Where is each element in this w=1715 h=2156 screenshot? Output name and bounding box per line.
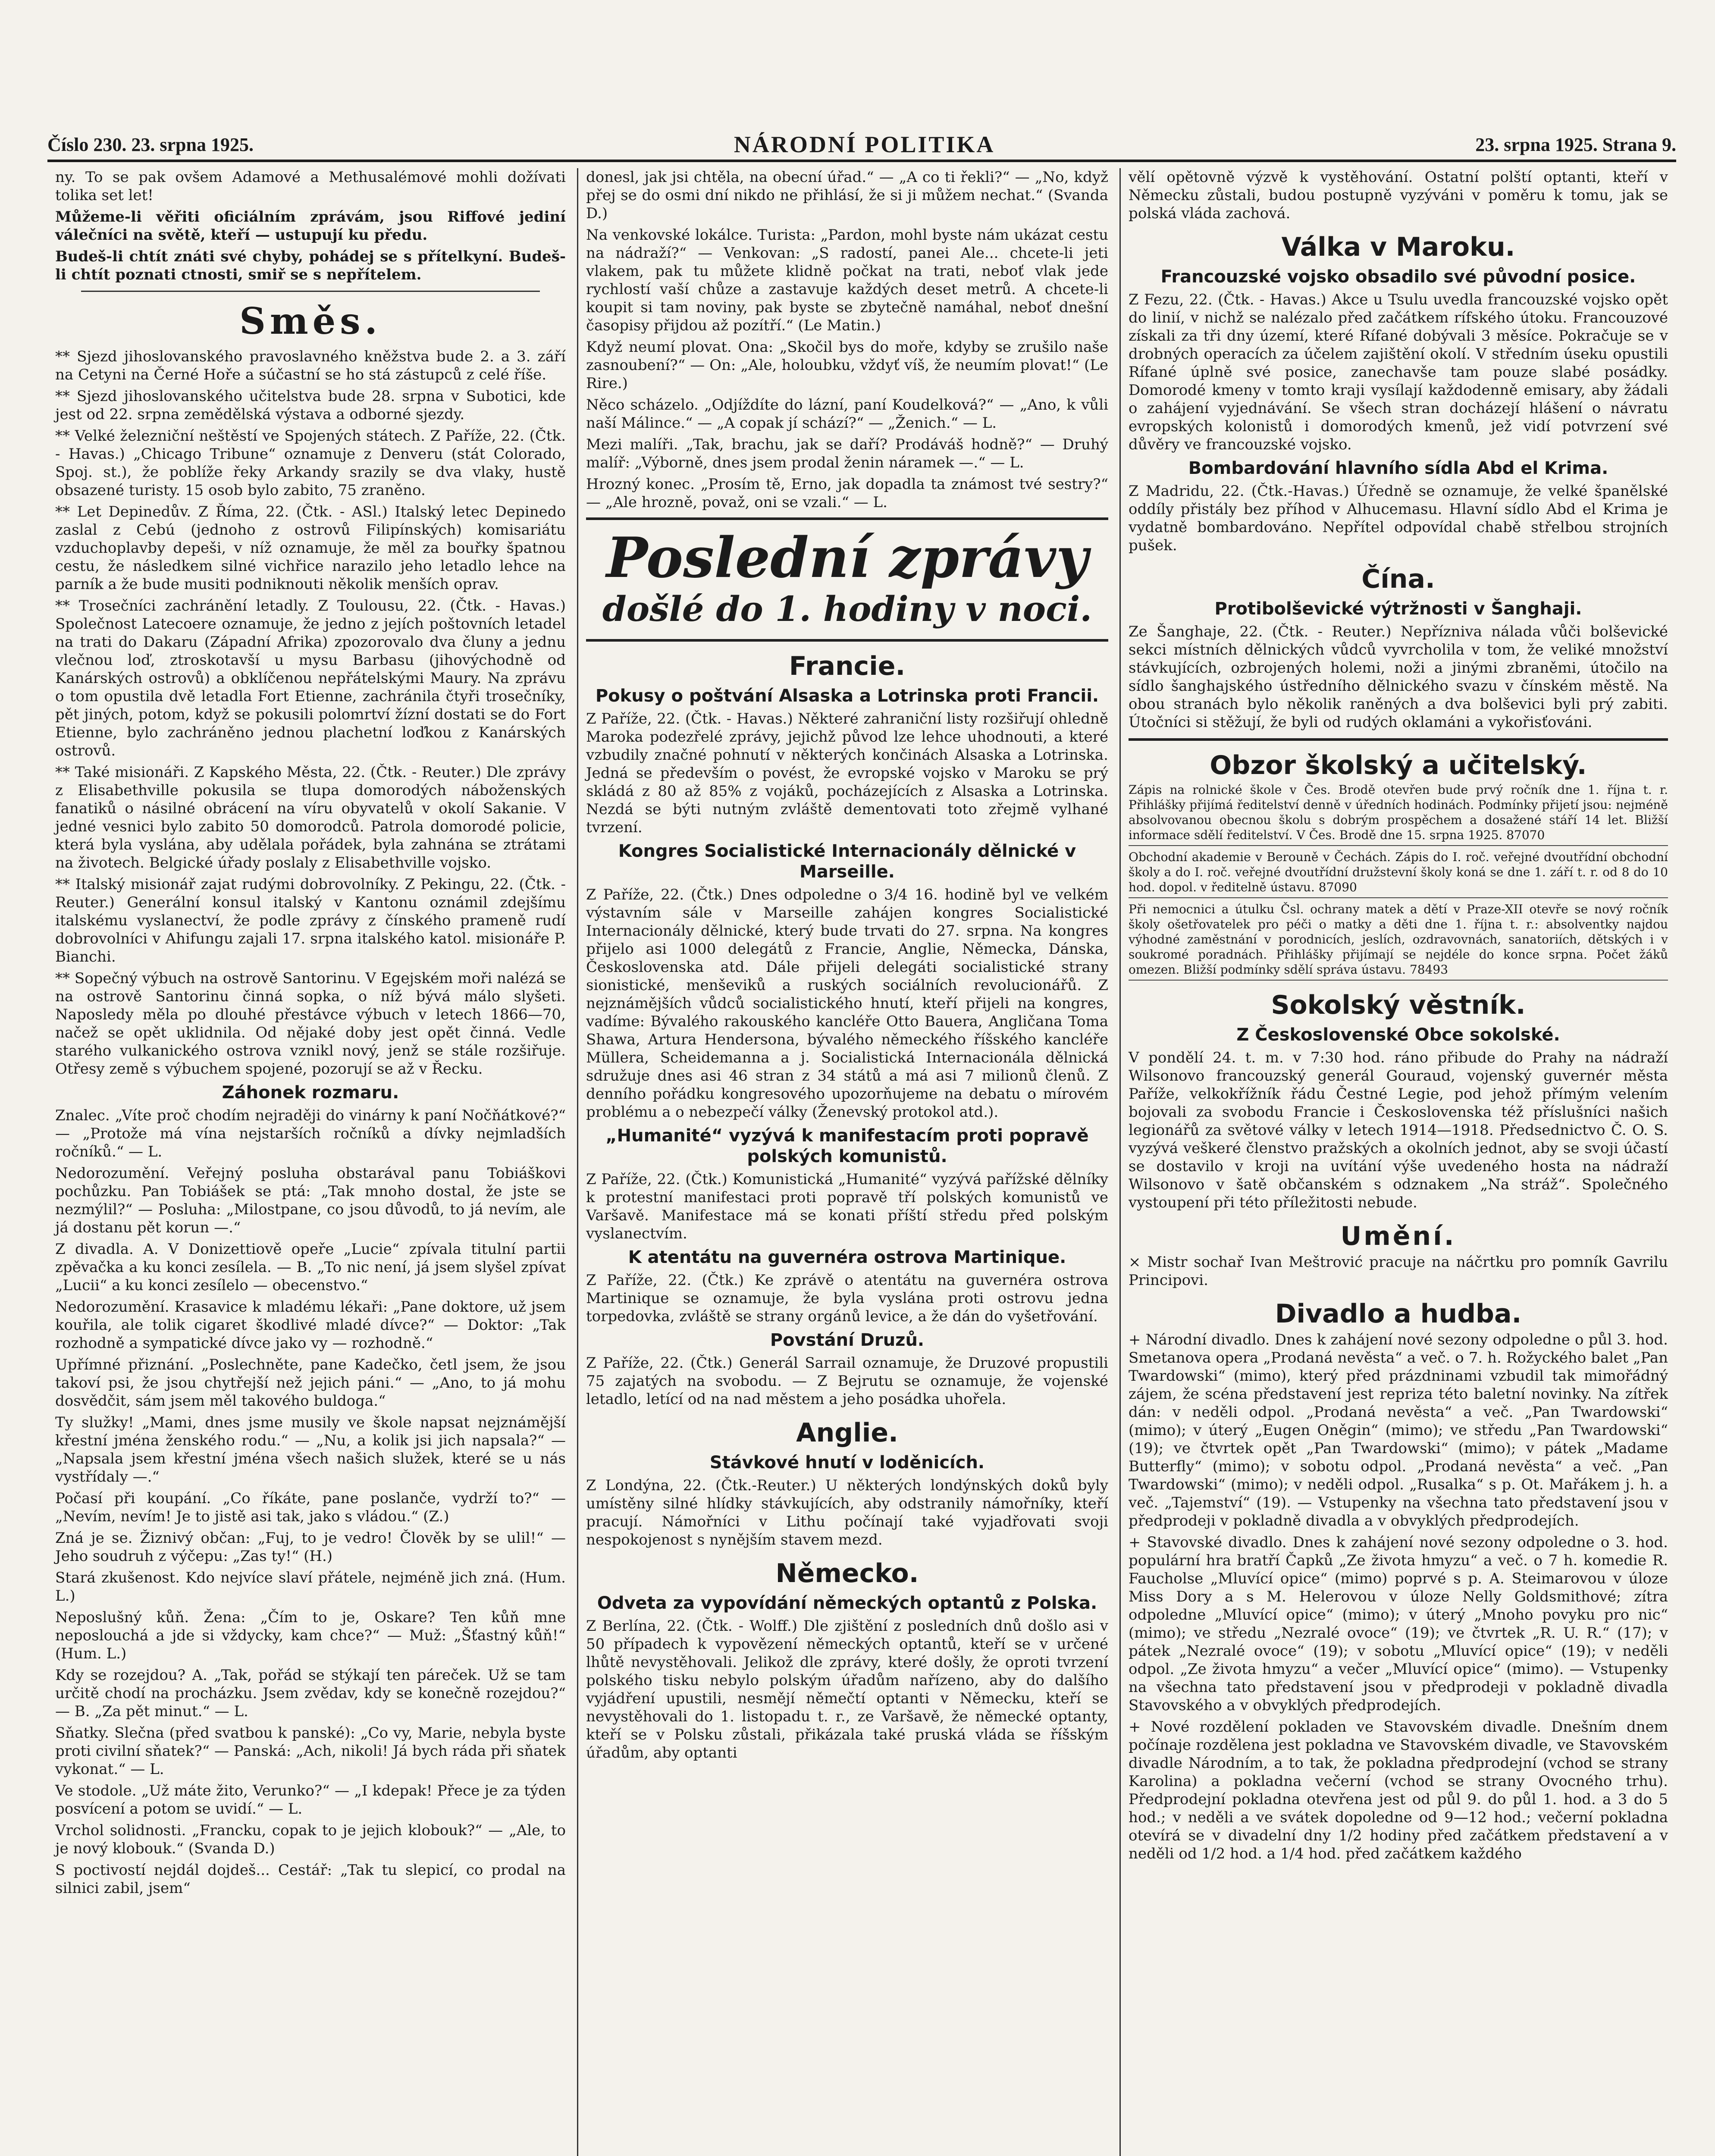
article-body: Z Berlína, 22. (Čtk. - Wolff.) Dle zjištění z posledních dnů došlo asi v 50 případech k vypovězení německých optantů, kteří se v určené lhůtě nevystěhovali. Jelikož dle zprávy, které došly, že oproti tvrzení polského tisku nebylo polským úřadům nařízeno, aby do dalšího vyjádření upustili, nesmějí němečtí optanti v Německu, kteří se nevystěhovali do 1. listopadu t. r., ze Varšavě, že německé optanty, kteří se v Polsku zůstali, přikázala také pruská vláda se říšským úřadům, aby optanti (586, 1617, 1108, 1761)
masthead (47, 129, 1676, 162)
joke: Něco scházelo. „Odjíždíte do lázní, paní Koudelková?“ — „Ano, k vůli naší Málince.“ — „A copak jí schází?“ — „Ženich.“ — L. (586, 396, 1108, 432)
news-item: ** Sjezd jihoslovanského učitelstva bude 28. srpna v Subotici, kde jest od 22. srpna zemědělská výstava a odborné sjezdy. (55, 388, 566, 423)
joke: Zná je se. Žiznivý občan: „Fuj, to je vedro! Člověk by se ulil!“ — Jeho soudruh z výčepu: „Zas ty!“ (H.) (55, 1529, 566, 1565)
joke: Kdy se rozejdou? A. „Tak, pořád se stýkají ten páreček. Už se tam určitě chodí na procházku. Jsem zvědav, kdy se konečně rozejdou?“ — B. „Za pět minut.“ — L. (55, 1667, 566, 1720)
article-body: Ze Šanghaje, 22. (Čtk. - Reuter.) Nepřízniva nálada vůči bolševické sekci místních dělnických vůdců vyvrcholila v tom, že veliké množství stávkujících, ozbrojených holemi, noži a jinými zbraněmi, útočilo na sídlo šanghajského ústředního dělnického svazu v čínském městě. Na obou stranách bylo několik raněných a dva bolševici byli prý zabiti. Útočníci si stěžují, že byli od rudých oklamáni a vykořisťováni. (1129, 623, 1668, 731)
article-body: Z Paříže, 22. (Čtk.) Ke zprávě o atentátu na guvernéra ostrova Martinique se oznamuje, že byla vyslána proti ostrovu jedna torpedovka, zvláště se strany orgánů levice, a že dán do vyšetřování. (586, 1272, 1108, 1325)
joke: Z divadla. A. V Donizettiově opeře „Lucie“ zpívala titulní partii zpěvačka a ku konci zesílela. — B. „To nic není, já jsem slyšel zpívat „Lucii“ a ku konci zesílelo — obecenstvo.“ (55, 1241, 566, 1294)
section-heading-cina: Čína. (1361, 564, 1435, 594)
article-body: + Národní divadlo. Dnes k zahájení nové sezony odpoledne o půl 3. hod. Smetanova opera „Prodaná nevěsta“ a več. o 7. h. Rožyckého balet „Pan Twardowski“ (mimo), který před prázdninami vzbudil tak mimořádný zájem, že scéna představení jest repriza této baletní novinky. Na zítřek dán: v neděli odpol. „Prodaná nevěsta“ a več. „Pan Twardowski“ (mimo); v úterý „Eugen Oněgin“ (mimo); ve středu „Pan Twardowski“ (19); ve čtvrtek opět „Pan Twardowski“ (mimo); v pátek „Madame Butterfly“ (mimo); v sobotu odpol. „Prodaná nevěsta“ a več. „Pan Twardowski“ (mimo); v neděli odpol. „Rusalka“ s p. Ot. Mařákem j. h. a več. „Tajemství“ (19). — Vstupenky na všechna tato představení jsou v předprodeji v pokladně divadla a v obvyklých předprodejích. (1129, 1331, 1668, 1529)
joke: Stará zkušenost. Kdo nejvíce slaví přátele, nejméně jich zná. (Hum. L.) (55, 1569, 566, 1604)
article-body: vělí opětovně výzvě k vystěhování. Ostatní polští optanti, kteří v Německu zůstali, budou postupně vyzýváni v poměru k tomu, jak se polská vláda zachová. (1129, 169, 1668, 222)
article-body: Z Londýna, 22. (Čtk.-Reuter.) U některých londýnských doků byly umístěny silné hlídky stávkujících, aby odstranily námořníky, kteří pracují. Námořníci v Lithu počínají také vyjadřovati svoji nespokojenost s nynějším stavem mezd. (586, 1477, 1108, 1548)
article-body: V pondělí 24. t. m. v 7:30 hod. ráno přibude do Prahy na nádraží Wilsonovo francouzský generál Gouraud, vojenský guvernér města Paříže, velkokřížník řádu Čestné Legie, pod jehož přímým velením bojovali za svobodu Francie i Československa též příslušníci našich legionářů za světové války v letech 1914—1918. Předsednictvo Č. O. S. vyzývá veškeré členstvo pražských a okolních jednot, aby se svoji účastí se dostavilo v kroji na uvítání výše uvedeného hosta na nádraží Wilsonovo v šatě občanském s odznakem „Na stráž“. Společného vystoupení při této příležitosti nebude. (1129, 1049, 1668, 1211)
article-body: + Nové rozdělení pokladen ve Stavovském divadle. Dnešním dnem počínaje rozdělena jest pokladna ve Stavovském divadle, ve Stavovském divadle Národním, a to tak, že pokladna předprodejní (vchod se strany Karolina) a pokladna večerní (vchod se strany Ovocného trhu). Předprodejní pokladna otevřena jest od půl 9. do půl 1. hod. a 3 do 5 hod.; v neděli a ve svátek dopoledne od 9—12 hod.; večerní pokladna otevírá se v divadelní dny 1/2 hodiny před začátkem představení a v neděli od 1/2 hod. a 1/4 hod. před začátkem každého (1129, 1718, 1668, 1862)
article-body: × Mistr sochař Ivan Meštrović pracuje na náčrtku pro pomník Gavrilu Principovi. (1129, 1253, 1668, 1289)
divider (81, 291, 540, 292)
paragraph: Můžeme-li věřiti oficiálním zprávám, jsou Riffové jediní válečníci na světě, kteří — ustupují ku předu. (55, 208, 566, 244)
section-heading-nemecko: Německo. (775, 1558, 919, 1589)
joke: Hrozný konec. „Prosím tě, Erno, jak dopadla ta známost tvé sestry?“ — „Ale hrozně, považ, oni se vzali.“ — L. (586, 476, 1108, 511)
latest-news-subtitle: došlé do 1. hodiny v noci. (602, 589, 1092, 629)
news-item: ** Let Depinedův. Z Říma, 22. (Čtk. - ASl.) Italský letec Depinedo zaslal z Cebú (jednoho z ostrovů Filipínských) komisariátu vzduchoplavby depeši, v níž oznamuje, že měl za bouřky špatnou cestu, že následkem silné vichřice narazilo jeho letadlo lehce na parník a že bude musiti podniknouti několik menších oprav. (55, 503, 566, 593)
joke: Upřímné přiznání. „Poslechněte, pane Kadečko, četl jsem, že jsou takoví psi, že jsou chytřejší než jejich páni.“ — „Ano, to já mohu dosvědčit, sám jsem měl takového buldoga.“ (55, 1356, 566, 1410)
joke: Sňatky. Slečna (před svatbou k panské): „Co vy, Marie, nebyla byste proti civilní sňatek?“ — Panská: „Ach, nikoli! Já bych ráda při sňatek vykonat.“ — L. (55, 1724, 566, 1778)
article-headline: Pokusy o poštvání Alsaska a Lotrinska proti Francii. (595, 686, 1099, 706)
joke: Nedorozumění. Krasavice k mladému lékaři: „Pane doktore, už jsem kouřila, ale tolik cigaret škodlivé mladé dívce?“ — Doktor: „Tak rozhodně a sympatické dívce jako vy — rozhodně.“ (55, 1298, 566, 1352)
news-item: ** Trosečníci zachránění letadly. Z Toulousu, 22. (Čtk. - Havas.) Společnost Latecoere oznamuje, že jedno z jejích poštovních letadel na trati do Dakaru (Západní Afrika) zpozorovalo dva čluny a jednu vlečnou loď, ztroskotavší u mysu Barbasu (jihovýchodně od Kanárských ostrovů) a obklíčenou nepřátelskými Maury. Na zprávu o tom opustila dvě letadla Fort Etienne, zachránila čtyři trosečníky, pět jiných, potom, když se pokusili polomrtví žízní dostati se do Fort Etienne, bylo zachráněno jednou plachetní loďkou z Kanárských ostrovů. (55, 597, 566, 759)
article-headline: Francouzské vojsko obsadilo své původní posice. (1160, 267, 1636, 287)
article-headline: Bombardování hlavního sídla Abd el Krima. (1188, 458, 1608, 478)
joke: Vrchol solidnosti. „Francku, copak to je jejich klobouk?“ — „Ale, to je nový klobouk.“ (Svanda D.) (55, 1822, 566, 1857)
article-body: Z Paříže, 22. (Čtk.) Komunistická „Humanité“ vyzývá pařížské dělníky k protestní manifestaci proti popravě tří polských komunistů ve Varšavě. Manifestace má se konati příští středu před polským vyslanectvím. (586, 1171, 1108, 1242)
section-heading-smes: Směs. (239, 300, 382, 342)
section-heading-zahonek: Záhonek rozmaru. (222, 1083, 399, 1103)
newspaper-title: NÁRODNÍ POLITIKA (734, 132, 995, 157)
joke: Znalec. „Víte proč chodím nejraději do vinárny k paní Nočňátkové?“ — „Protože má vína nejstarších ročníků a dívky nejmladších ročníků.“ — L. (55, 1107, 566, 1160)
paragraph: ny. To se pak ovšem Adamové a Methusalémové mohli dožívati tolika set let! (55, 169, 566, 204)
article-body: Z Paříže, 22. (Čtk.) Generál Sarrail oznamuje, že Druzové propustili 75 zajatých na svobodu. — Z Bejrutu se oznamuje, že vojenské letadlo, letící od na nad městem a jeho posádka uhořela. (586, 1354, 1108, 1408)
school-notice: Obchodní akademie v Berouně v Čechách. Zápis do I. roč. veřejné dvoutřídní obchodní školy a do I. roč. veřejné dvoutřídní družstevní školy koná se dne 1. září t. r. od 8 do 10 hod. dopol. v ředitelně ústavu. 87090 (1129, 849, 1668, 898)
article-headline: Z Československé Obce sokolské. (1236, 1025, 1560, 1045)
joke: Když neumí plovat. Ona: „Skočil bys do moře, kdyby se zrušilo naše zasnoubení?“ — On: „Ale, holoubku, vždyť víš, že neumím plovat!“ (Le Rire.) (586, 338, 1108, 392)
paragraph: Budeš-li chtít znáti své chyby, pohádej se s přítelkyní. Budeš-li chtít poznati ctnosti, smiř se s nepřítelem. (55, 248, 566, 283)
article-body: Z Paříže, 22. (Čtk. - Havas.) Některé zahraniční listy rozšiřují ohledně Maroka podezřelé zprávy, jejichž původ lze lehce uhodnouti, a které vzbudily značné pohnutí v některých končinách Alsaska a Lotrinska. Jedná se především o povést, že evropské vojsko v Maroku se prý skládá z 80 až 85% z vojáků, pocházejících z Alsaska a Lotrinska. Nezdá se býti nutným zvláště dementovati toto zřejmě vylhané tvrzení. (586, 710, 1108, 836)
divider (1129, 738, 1668, 741)
joke: Nedorozumění. Veřejný posluha obstarával panu Tobiáškovi pochůzku. Pan Tobiášek se ptá: „Tak mnoho dostal, že jste se nezmýlil?“ — Posluha: „Milostpane, co jsou důvodů, to já nevím, ale já dostanu pět korun —.“ (55, 1165, 566, 1236)
joke: S poctivostí nejdál dojdeš... Cestář: „Tak tu slepicí, co prodal na silnici zabil, jsem“ (55, 1861, 566, 1897)
joke: Neposlušný kůň. Žena: „Čím to je, Oskare? Ten kůň mne neposlouchá a jde si vždycky, kam chce?“ — Muž: „Šťastný kůň!“ (Hum. L.) (55, 1609, 566, 1662)
joke: Na venkovské lokálce. Turista: „Pardon, mohl byste nám ukázat cestu na nádraží?“ — Venkovan: „S radostí, panei Ale... chcete-li jeti vlakem, pak tu můžete klidně počkat na trati, neboť vlak jede rychlostí vaší chůze a zastavuje každých deset metrů. A chcete-li koupit si tam noviny, pak byste se zbytečně namáhal, neboť dnešní časopisy přijdou až pozítří.“ (Le Matin.) (586, 226, 1108, 334)
issue-number-date: Číslo 230. 23. srpna 1925. (47, 134, 254, 155)
section-heading-sokol: Sokolský věstník. (1271, 990, 1526, 1020)
article-headline: Odveta za vypovídání německých optantů z Polska. (597, 1593, 1097, 1613)
column-3 (1119, 168, 1676, 2156)
article-body: + Stavovské divadlo. Dnes k zahájení nové sezony odpoledne o 3. hod. populární hra bratří Čapků „Ze života hmyzu“ a več. o 7 h. komedie R. Faucholse „Mluvící opice“ (mimo) poprvé s p. A. Steimarovou v úloze Miss Dory a s M. Helerovou v úloze Nelly Goldsmithové; zítra odpoledne „Mluvící opice“ (mimo); v úterý „Mnoho povyku pro nic“ (mimo); ve středu „Nezralé ovoce“ (19); ve čtvrtek „R. U. R.“ (17); v pátek „Nezralé ovoce“ (19); v sobotu „Mluvící opice“ (19); v neděli odpol. „Ze života hmyzu“ a večer „Mluvící opice“ (mimo). — Vstupenky na všechna tato představení jsou v předprodeji v pokladně divadla Stavovského a v obvyklých předprodejích. (1129, 1534, 1668, 1714)
joke: Počasí při koupání. „Co říkáte, pane poslanče, vydrží to?“ — „Nevím, nevím! Je to jistě asi tak, jako s vládou.“ (Z.) (55, 1490, 566, 1525)
article-headline: Kongres Socialistické Internacionály dělnické v Marseille. (618, 841, 1076, 882)
column-1 (47, 168, 574, 2156)
school-notice: Při nemocnici a útulku Čsl. ochrany matek a dětí v Praze-XII otevře se nový ročník školy ošetřovatelek pro péči o matky a děti dne 1. října t. r.: absolventky najdou výhodné zaměstnání v porodnicích, jeslích, ozdravovnách, sanatoriích, dětských i v soukromé poradnách. Přihlášky přijímají se nejdéle do konce srpna. Počet žáků omezen. Bližší podmínky sdělí správa ústavu. 78493 (1129, 902, 1668, 981)
latest-news-title: Poslední zprávy (606, 526, 1088, 590)
columns (47, 168, 1676, 2156)
news-item: ** Sopečný výbuch na ostrově Santorinu. V Egejském moři nalézá se na ostrově Santorinu činná sopka, o níž bývá málo slyšeti. Naposledy měla po dlouhé přestávce výbuch v letech 1866—70, načež se opět uklidnila. Od nějaké doby jest opět činná. Vedle starého vulkanického ostrova vznikl nový, jenž se stále rozšiřuje. Otřesy země s výbuchem spojené, pozorují se až v Řecku. (55, 970, 566, 1078)
article-headline: Povstání Druzů. (770, 1330, 925, 1350)
school-notice: Zápis na rolnické škole v Čes. Brodě otevřen bude prvý ročník dne 1. října t. r. Přihlášky přijímá ředitelství denně v úředních hodinách. Podmínky přijetí jsou: nejméně absolvovanou obecnou školu s dobrým prospěchem a dosažené stáří 14 let. Bližší informace sdělí ředitelství. V Čes. Brodě dne 15. srpna 1925. 87070 (1129, 782, 1668, 846)
joke: donesl, jak jsi chtěla, na obecní úřad.“ — „A co ti řekli?“ — „No, když přej se do osmi dní nikdo ne přihlásí, že si ji můžem nechat.“ (Svanda D.) (586, 169, 1108, 222)
article-headline: K atentátu na guvernéra ostrova Martinique. (628, 1247, 1066, 1267)
article-headline: „Humanité“ vyzývá k manifestacím proti popravě polských komunistů. (605, 1126, 1089, 1166)
joke: Ve stodole. „Už máte žito, Verunko?“ — „I kdepak! Přece je za týden posvícení a potom se uvidí.“ — L. (55, 1782, 566, 1818)
news-item: ** Také misionáři. Z Kapského Města, 22. (Čtk. - Reuter.) Dle zprávy z Elisabethville pokusila se tlupa domorodých náboženských fanatiků o násilné obrácení na víru obyvatelů v okolí Sakanie. V jedné vesnici bylo zabito 50 domorodců. Patrola domorodé policie, která byla vyslána, aby udělala pořádek, byla zahnána se ztrátami na životech. Belgické úřady poslaly z Elisabethville vojsko. (55, 764, 566, 871)
article-body: Z Madridu, 22. (Čtk.-Havas.) Úředně se oznamuje, že velké španělské oddíly přistály bez příhod v Alhucemasu. Hlavní sídlo Abd el Krima je vydatně bombardováno. Nepřítel odpovídal chabě střelbou strojních pušek. (1129, 483, 1668, 554)
latest-news-banner (586, 517, 1108, 642)
section-heading-obzor: Obzor školský a učitelský. (1210, 750, 1587, 780)
article-body: Z Paříže, 22. (Čtk.) Dnes odpoledne o 3/4 16. hodině byl ve velkém výstavním sále v Marseille zahájen kongres Socialistické Internacionály dělnické, který bude trvati do 27. srpna. Na kongres přijelo asi 1000 delegátů z Francie, Anglie, Německa, Dánska, Československa atd. Dále přijeli delegáti socialistické strany sionistické, menševiků a ruských sociálních revolucionářů. Z nejznámějších vůdců socialistického hnutí, kteří přijeli na kongres, vadíme: Bývalého rakouského kancléře Otto Bauera, Angličana Toma Shawa, Artura Hendersona, bývalého německého říšského kancléře Müllera, Scheidemanna a j. Socialistická Internacionála dělnická sdružuje dnes asi 46 stran z 34 států a má asi 7 milionů členů. Z denního pořádku kongresového upozorňujeme na debatu o mírovém problému a o nebezpečí války (Ženevský protokol atd.). (586, 886, 1108, 1121)
joke: Ty služky! „Mami, dnes jsme musily ve škole napsat nejznámější křestní jména ženského rodu.“ — „Nu, a kolik jsi jich napsala?“ — „Napsala jsem křestní jména všech našich služek, které se u nás vystřídaly —.“ (55, 1414, 566, 1485)
section-heading-francie: Francie. (789, 651, 906, 681)
section-heading-maroko: Válka v Maroku. (1281, 232, 1515, 262)
section-heading-umeni: Umění. (1340, 1221, 1456, 1251)
news-item: ** Italský misionář zajat rudými dobrovolníky. Z Pekingu, 22. (Čtk. - Reuter.) Generální konsul italský v Kantonu oznámil zdejšímu italskému vyslanectví, že podle zprávy z čínského prameně rudí dobrovolníci v Ahifungu zajali 17. srpna italského katol. misionáře P. Bianchi. (55, 876, 566, 965)
date-page-number: 23. srpna 1925. Strana 9. (1475, 134, 1676, 155)
joke: Mezi malíři. „Tak, brachu, jak se daří? Prodáváš hodně?“ — Druhý malíř: „Výborně, dnes jsem prodal ženin náramek —.“ — L. (586, 436, 1108, 471)
article-headline: Stávkové hnutí v loděnicích. (709, 1453, 985, 1473)
article-body: Z Fezu, 22. (Čtk. - Havas.) Akce u Tsulu uvedla francouzské vojsko opět do linií, v nichž se nalézalo před začátkem rífského útoku. Francouzové získali za tři dny území, které Rífané dobývali 3 měsíce. Pokračuje se v drobných operacích za účelem zajištění okolí. V středním úseku opustili Rífané úplně své posice, zanechavše tam pouze slabé posádky. Domorodé kmeny v tomto kraji vysílají každodenně emisary, aby žádali o zahájení vyjednávání. Se všech stran docházejí hlášení o návratu evropských kolonistů i domorodých kmenů, jež vidí potvrzení své důvěry ve francouzské vojsko. (1129, 291, 1668, 453)
section-heading-anglie: Anglie. (796, 1418, 898, 1448)
column-2 (577, 168, 1116, 2156)
news-item: ** Velké železniční neštěstí ve Spojených státech. Z Paříže, 22. (Čtk. - Havas.) „Chicago Tribune“ oznamuje z Denveru (stát Colorado, Spoj. st.), že poblíže řeky Arkandy srazily se dva vlaky, hustě obsazené turisty. 15 osob bylo zabito, 75 zraněno. (55, 427, 566, 499)
news-item: ** Sjezd jihoslovanského pravoslavného kněžstva bude 2. a 3. září na Cetyni na Černé Hoře a súčastní se ho stá zástupců z celé říše. (55, 348, 566, 383)
section-heading-divadlo: Divadlo a hudba. (1275, 1299, 1522, 1329)
article-headline: Protibolševické výtržnosti v Šanghaji. (1214, 599, 1582, 619)
